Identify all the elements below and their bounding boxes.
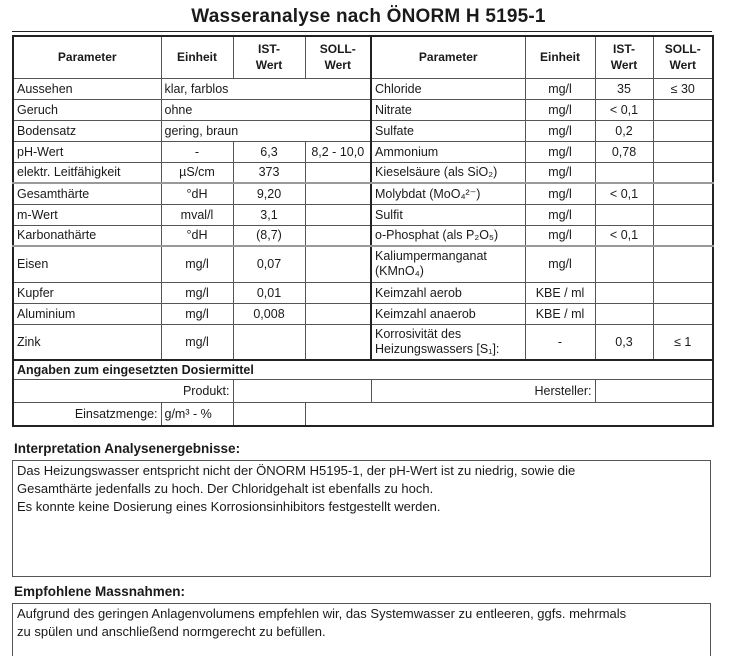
param-name: Zink: [13, 324, 161, 360]
param-name: Ammonium: [371, 141, 525, 162]
header-soll-right: SOLL- Wert: [653, 36, 713, 78]
param-unit: mg/l: [525, 120, 595, 141]
soll-value: [653, 162, 713, 183]
param-name: Aluminium: [13, 303, 161, 324]
table-row: [13, 78, 713, 99]
einsatzmenge-label: Einsatzmenge:: [13, 403, 161, 427]
header-ist-left: IST- Wert: [233, 36, 305, 78]
param-name: Sulfit: [371, 204, 525, 225]
header-einheit-right: Einheit: [525, 36, 595, 78]
soll-value: [305, 162, 371, 183]
produkt-label: Produkt:: [13, 380, 233, 403]
dosing-blank: [305, 403, 713, 427]
param-name: o-Phosphat (als P₂O₅): [371, 225, 525, 246]
param-name: Eisen: [13, 246, 161, 282]
soll-value: [305, 183, 371, 204]
soll-value: [653, 120, 713, 141]
param-unit: mg/l: [161, 282, 233, 303]
ist-value: 0,78: [595, 141, 653, 162]
ist-value: 9,20: [233, 183, 305, 204]
soll-value: [305, 204, 371, 225]
ist-value: 373: [233, 162, 305, 183]
ist-value: 3,1: [233, 204, 305, 225]
table-row: [13, 99, 713, 120]
param-name: Nitrate: [371, 99, 525, 120]
soll-value: [653, 246, 713, 282]
ist-value: (8,7): [233, 225, 305, 246]
header-parameter-right: Parameter: [371, 36, 525, 78]
ist-value: 0,3: [595, 324, 653, 360]
param-name: m-Wert: [13, 204, 161, 225]
param-unit: mg/l: [525, 162, 595, 183]
hersteller-field[interactable]: [595, 380, 713, 403]
interpretation-line: Es konnte keine Dosierung eines Korrosionsinhibitors festgestellt werden.: [17, 499, 441, 514]
interpretation-line: Das Heizungswasser entspricht nicht der ÖNORM H5195-1, der pH-Wert ist zu niedrig, sowie die: [17, 463, 576, 478]
soll-value: [653, 225, 713, 246]
table-row: [13, 225, 713, 246]
measures-heading: Empfohlene Massnahmen:: [14, 584, 186, 599]
param-name: elektr. Leitfähigkeit: [13, 162, 161, 183]
produkt-field[interactable]: [233, 380, 371, 403]
soll-value: [653, 204, 713, 225]
ist-value: 6,3: [233, 141, 305, 162]
param-unit: mg/l: [525, 183, 595, 204]
header-soll-left: SOLL- Wert: [305, 36, 371, 78]
ist-value: < 0,1: [595, 99, 653, 120]
dosing-heading-row: [13, 360, 713, 380]
ist-value: [595, 246, 653, 282]
table-row: [13, 282, 713, 303]
ist-value: < 0,1: [595, 183, 653, 204]
interpretation-textbox[interactable]: [12, 460, 711, 577]
table-row: [13, 324, 713, 360]
param-name: Molybdat (MoO₄²⁻): [371, 183, 525, 204]
dosing-heading: Angaben zum eingesetzten Dosiermittel: [13, 360, 713, 380]
table-row: [13, 246, 713, 282]
soll-value: [305, 225, 371, 246]
table-header-row: [13, 36, 713, 78]
param-unit: mg/l: [525, 99, 595, 120]
ist-value: 0,008: [233, 303, 305, 324]
param-name: Karbonathärte: [13, 225, 161, 246]
soll-value: [305, 324, 371, 360]
param-unit: KBE / ml: [525, 282, 595, 303]
param-unit: °dH: [161, 183, 233, 204]
param-name: Kaliumpermanganat (KMnO₄): [371, 246, 525, 282]
document-title: Wasseranalyse nach ÖNORM H 5195-1: [191, 6, 546, 27]
dosing-row-amount: [13, 403, 713, 427]
ist-value: [595, 303, 653, 324]
param-unit: mval/l: [161, 204, 233, 225]
measures-textbox[interactable]: [12, 603, 711, 656]
soll-value: [653, 141, 713, 162]
interpretation-heading: Interpretation Analysenergebnisse:: [14, 441, 241, 456]
param-unit: mg/l: [525, 78, 595, 99]
param-unit: µS/cm: [161, 162, 233, 183]
ist-value: 0,01: [233, 282, 305, 303]
table-row: [13, 183, 713, 204]
param-unit: mg/l: [525, 225, 595, 246]
param-unit: gering, braun: [161, 120, 371, 141]
param-unit: mg/l: [161, 303, 233, 324]
soll-value: ≤ 30: [653, 78, 713, 99]
hersteller-label: Hersteller:: [371, 380, 595, 403]
param-name: Bodensatz: [13, 120, 161, 141]
param-unit: -: [161, 141, 233, 162]
table-row: [13, 141, 713, 162]
param-name: Keimzahl aerob: [371, 282, 525, 303]
param-name: pH-Wert: [13, 141, 161, 162]
param-name: Kupfer: [13, 282, 161, 303]
interpretation-line: Gesamthärte jedenfalls zu hoch. Der Chloridgehalt ist ebenfalls zu hoch.: [17, 481, 434, 496]
param-name: Aussehen: [13, 78, 161, 99]
table-row: [13, 162, 713, 183]
param-name: Korrosivität des Heizungswassers [S₁]:: [371, 324, 525, 360]
header-einheit-left: Einheit: [161, 36, 233, 78]
soll-value: [305, 246, 371, 282]
header-parameter-left: Parameter: [13, 36, 161, 78]
param-unit: mg/l: [525, 141, 595, 162]
ist-value: 0,07: [233, 246, 305, 282]
ist-value: [595, 282, 653, 303]
param-unit: mg/l: [161, 324, 233, 360]
einsatzmenge-field[interactable]: [233, 403, 305, 427]
soll-value: [653, 183, 713, 204]
param-name: Gesamthärte: [13, 183, 161, 204]
param-name: Keimzahl anaerob: [371, 303, 525, 324]
param-unit: °dH: [161, 225, 233, 246]
ist-value: [233, 324, 305, 360]
soll-value: [653, 99, 713, 120]
ist-value: 35: [595, 78, 653, 99]
soll-value: ≤ 1: [653, 324, 713, 360]
param-name: Chloride: [371, 78, 525, 99]
param-name: Kieselsäure (als SiO₂): [371, 162, 525, 183]
soll-value: [305, 303, 371, 324]
param-name: Sulfate: [371, 120, 525, 141]
soll-value: 8,2 - 10,0: [305, 141, 371, 162]
ist-value: [595, 162, 653, 183]
dosing-row-product: [13, 380, 713, 403]
ist-value: 0,2: [595, 120, 653, 141]
soll-value: [653, 303, 713, 324]
analysis-table: [12, 35, 714, 427]
table-row: [13, 120, 713, 141]
param-unit: mg/l: [525, 204, 595, 225]
soll-value: [653, 282, 713, 303]
ist-value: < 0,1: [595, 225, 653, 246]
param-unit: -: [525, 324, 595, 360]
ist-value: [595, 204, 653, 225]
measures-line: Aufgrund des geringen Anlagenvolumens empfehlen wir, das Systemwasser zu entleeren, ggfs. mehrmals: [17, 606, 627, 621]
einsatzmenge-unit: g/m³ - %: [161, 403, 233, 427]
table-row: [13, 204, 713, 225]
param-name: Geruch: [13, 99, 161, 120]
param-unit: KBE / ml: [525, 303, 595, 324]
param-unit: mg/l: [525, 246, 595, 282]
measures-line: zu spülen und anschließend normgerecht zu befüllen.: [17, 624, 326, 639]
param-unit: mg/l: [161, 246, 233, 282]
param-unit: klar, farblos: [161, 78, 371, 99]
table-row: [13, 303, 713, 324]
param-unit: ohne: [161, 99, 371, 120]
soll-value: [305, 282, 371, 303]
title-divider: [12, 31, 712, 32]
header-ist-right: IST- Wert: [595, 36, 653, 78]
